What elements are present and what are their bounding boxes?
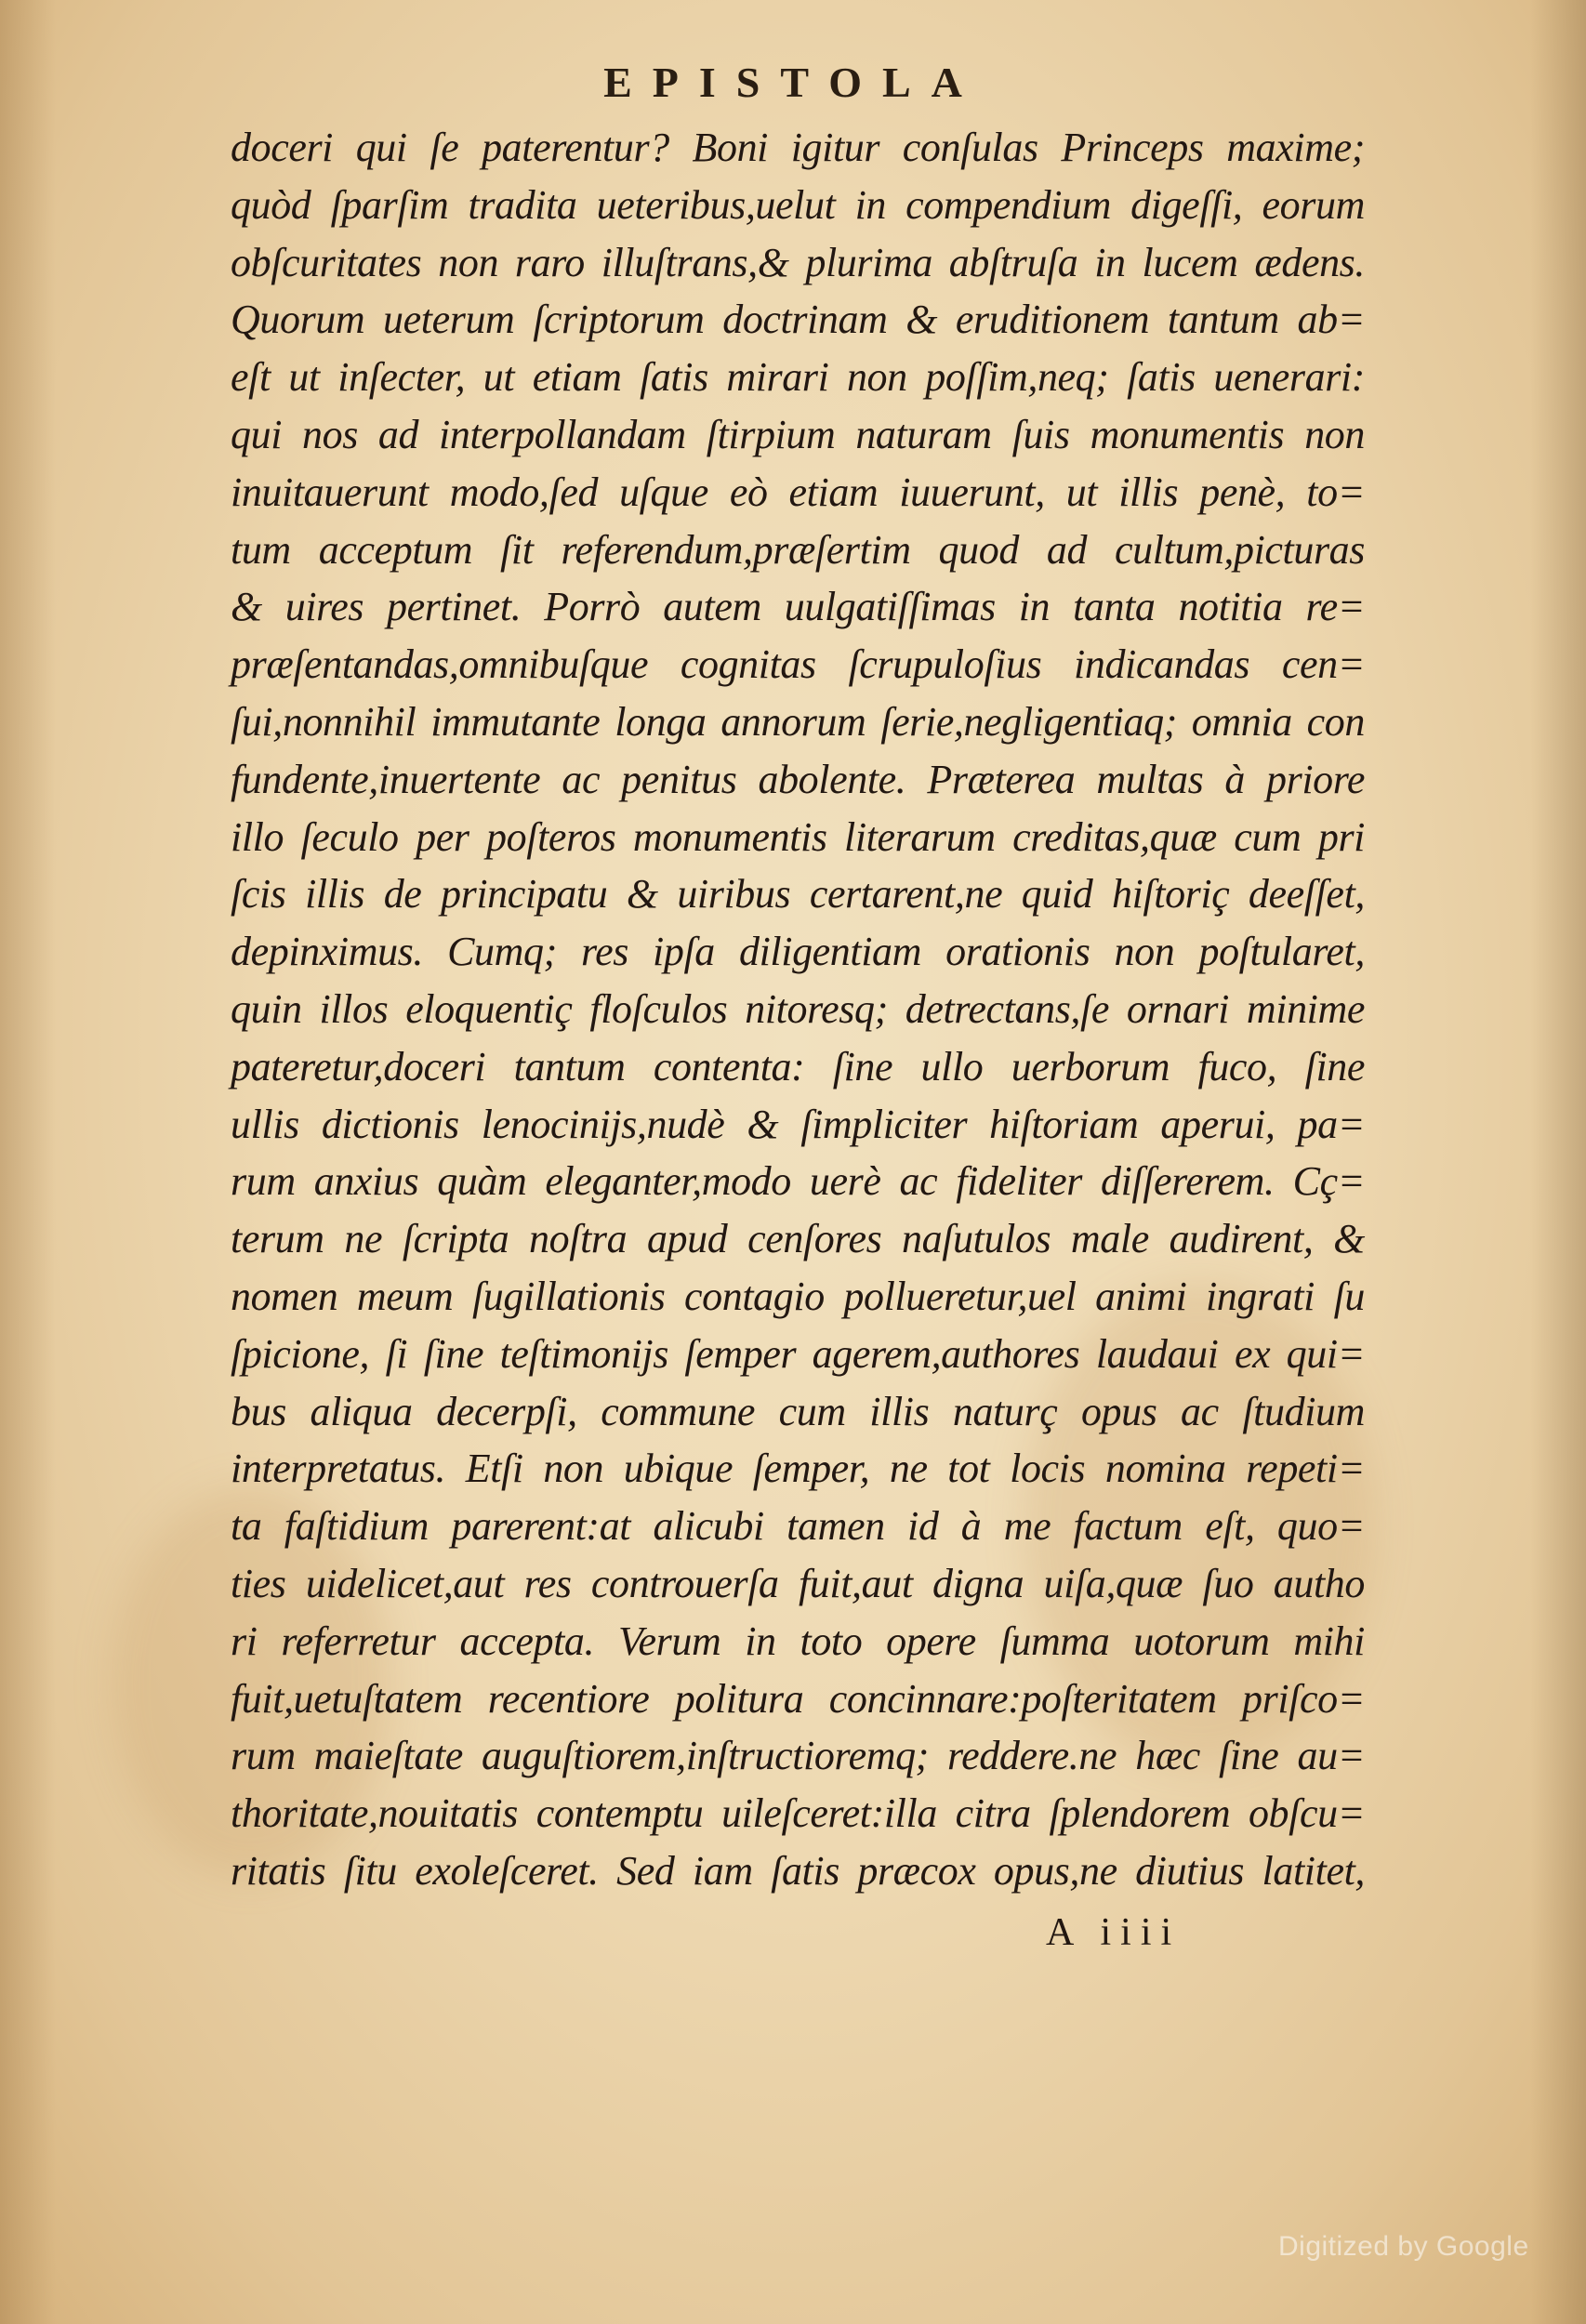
text-line: terum ne ſcripta noſtra apud cenſores naſutulos male audirent, & — [231, 1216, 1365, 1262]
text-line: præſentandas,omnibuſque cognitas ſcrupuloſius indicandas cen= — [231, 641, 1365, 688]
text-line: thoritate,nouitatis contemptu uileſceret:illa citra ſplendorem obſcu= — [231, 1790, 1365, 1837]
text-line: doceri qui ſe paterentur? Boni igitur conſulas Princeps maxime; — [231, 125, 1365, 170]
text-line: bus aliqua decerpſi, commune cum illis naturç opus ac ſtudium — [231, 1388, 1365, 1434]
text-line: rum anxius quàm eleganter,modo uerè ac fideliter diſſererem. Cç= — [231, 1158, 1365, 1205]
text-line: eſt ut inſecter, ut etiam ſatis mirari non poſſim,neq; ſatis uenerari: — [231, 354, 1365, 401]
text-line: ſpicione, ſi ſine teſtimonijs ſemper agerem,authores laudaui ex qui= — [231, 1330, 1365, 1377]
text-line: fundente,inuertente ac penitus abolente. Præterea multas à priore — [231, 756, 1365, 802]
text-line: quòd ſparſim tradita ueteribus,uelut in compendium digeſſi, eorum — [231, 181, 1365, 228]
text-line: Quorum ueterum ſcriptorum doctrinam & eruditionem tantum ab= — [231, 297, 1365, 343]
text-line: ſcis illis de principatu & uiribus certarent,ne quid hiſtoriç deeſſet, — [231, 871, 1365, 918]
page-heading: EPISTOLA — [603, 59, 983, 106]
body-text — [231, 119, 1365, 1900]
signature-mark: A iiii — [1046, 1911, 1182, 1954]
text-line: nomen meum ſugillationis contagio pollueretur,uel animi ingrati ſu — [231, 1273, 1365, 1319]
text-line: ri referretur accepta. Verum in toto opere ſumma uotorum mihi — [231, 1618, 1365, 1664]
page-left-edge-shadow — [0, 0, 56, 2324]
text-line: qui nos ad interpollandam ſtirpium naturam ſuis monumentis non — [231, 411, 1365, 457]
text-line: depinximus. Cumq; res ipſa diligentiam orationis non poſtularet, — [231, 929, 1365, 975]
text-line: ullis dictionis lenocinijs,nudè & ſimpliciter hiſtoriam aperui, pa= — [231, 1101, 1365, 1147]
text-line: obſcuritates non raro illuſtrans,& plurima abſtruſa in lucem ædens. — [231, 239, 1365, 285]
text-line: ſui,nonnihil immutante longa annorum ſerie,negligentiaq; omnia con — [231, 698, 1365, 745]
text-line: ties uidelicet,aut res controuerſa fuit,aut digna uiſa,quæ ſuo autho — [231, 1560, 1365, 1606]
text-line: fuit,uetuſtatem recentiore politura concinnare:poſteritatem priſco= — [231, 1675, 1365, 1722]
digitization-watermark: Digitized by Google — [1278, 2231, 1529, 2262]
page-right-edge-shadow — [1530, 0, 1586, 2324]
text-line: ta faſtidium parerent:at alicubi tamen id à me factum eſt, quo= — [231, 1503, 1365, 1550]
text-line: illo ſeculo per poſteros monumentis literarum creditas,quæ cum pri — [231, 813, 1365, 860]
text-line: rum maieſtate auguſtiorem,inſtructioremq; reddere.ne hæc ſine au= — [231, 1733, 1365, 1779]
text-line: & uires pertinet. Porrò autem uulgatiſſimas in tanta notitia re= — [231, 584, 1365, 630]
text-line: ritatis ſitu exoleſceret. Sed iam ſatis præcox opus,ne diutius latitet, — [231, 1847, 1365, 1894]
text-line: interpretatus. Etſi non ubique ſemper, ne tot locis nomina repeti= — [231, 1446, 1365, 1492]
text-line: inuitauerunt modo,ſed uſque eò etiam iuuerunt, ut illis penè, to= — [231, 469, 1365, 515]
text-line: tum acceptum ſit referendum,præſertim quod ad cultum,picturas — [231, 526, 1365, 573]
text-line: quin illos eloquentiç floſculos nitoresq; detrectans,ſe ornari minime — [231, 985, 1365, 1032]
text-line: pateretur,doceri tantum contenta: ſine ullo uerborum fuco, ſine — [231, 1043, 1365, 1089]
